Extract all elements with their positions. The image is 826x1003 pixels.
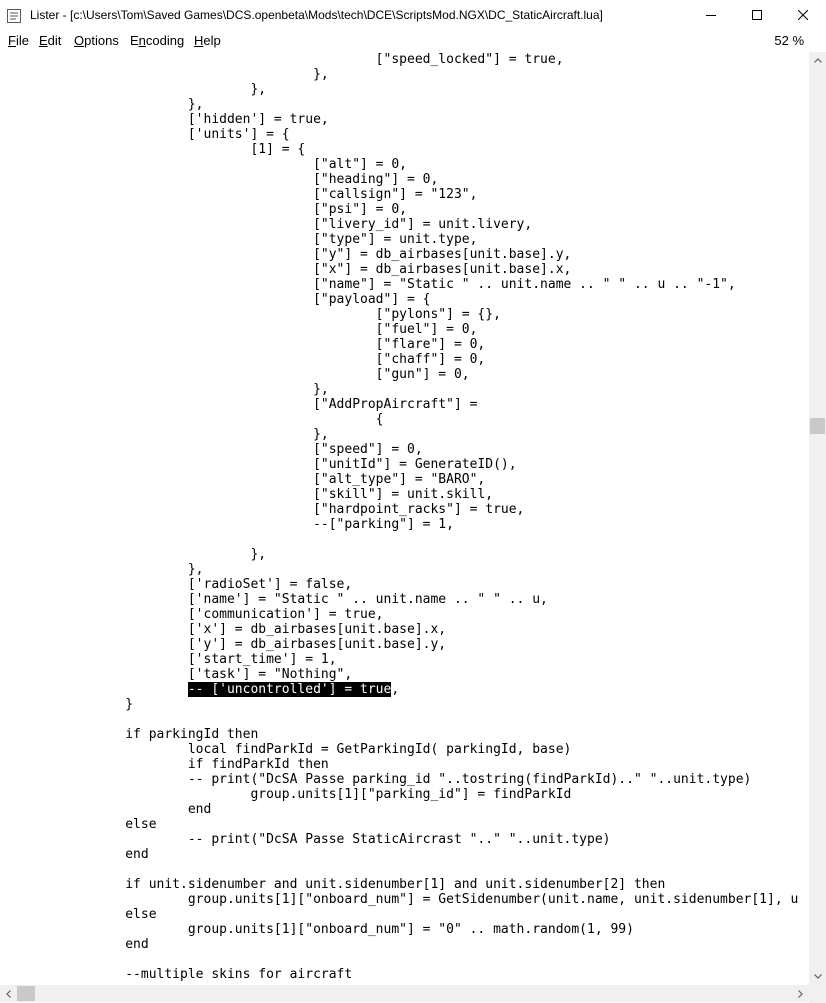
minimize-button[interactable] [688, 0, 734, 30]
code-viewer[interactable] [0, 52, 809, 985]
code-line: ["type"] = unit.type, [0, 232, 478, 247]
text-selection[interactable]: -- ['uncontrolled'] = true [187, 682, 392, 697]
code-line: ["name"] = "Static " .. unit.name .. " " .. u .. "-1", [0, 277, 736, 292]
code-line: ["speed"] = 0, [0, 442, 423, 457]
code-line: ["chaff"] = 0, [0, 352, 486, 367]
code-line: ['units'] = { [0, 127, 290, 142]
menu-encoding-prefix: E [130, 33, 139, 48]
code-line: else [0, 817, 157, 832]
code-line: ["unitId"] = GenerateID(), [0, 457, 517, 472]
scrollbar-corner [809, 985, 826, 1003]
code-line: } [0, 697, 134, 712]
lister-app-icon[interactable] [6, 8, 22, 24]
menu-help[interactable] [194, 33, 221, 48]
code-line: group.units[1]["parking_id"] = findParkId [0, 787, 572, 802]
code-line: group.units[1]["onboard_num"] = "0" .. math.random(1, 99) [0, 922, 634, 937]
code-line: ["alt"] = 0, [0, 157, 407, 172]
code-line: }, [0, 562, 204, 577]
scroll-right-button[interactable] [792, 985, 809, 1002]
close-button[interactable] [780, 0, 826, 30]
code-line: if findParkId then [0, 757, 329, 772]
close-icon [798, 10, 808, 20]
code-line: ["callsign"] = "123", [0, 187, 478, 202]
code-line: --["parking"] = 1, [0, 517, 454, 532]
code-line: ["pylons"] = {}, [0, 307, 501, 322]
menu-edit-label: dit [47, 33, 62, 48]
code-line: ["flare"] = 0, [0, 337, 486, 352]
menu-file[interactable] [8, 33, 29, 48]
chevron-up-icon [814, 58, 822, 63]
code-line: ['start_time'] = 1, [0, 652, 337, 667]
horizontal-scrollbar[interactable] [0, 985, 809, 1002]
menu-options[interactable] [74, 33, 119, 48]
chevron-right-icon [798, 990, 803, 998]
code-line: ['hidden'] = true, [0, 112, 329, 127]
code-line: else [0, 907, 157, 922]
scroll-down-button[interactable] [809, 968, 826, 985]
code-line: --multiple skins for aircraft [0, 967, 353, 982]
code-line: ["alt_type"] = "BARO", [0, 472, 486, 487]
chevron-down-icon [814, 974, 822, 979]
menu-file-mnemonic: F [8, 33, 16, 48]
code-line: local findParkId = GetParkingId( parkingId, base) [0, 742, 572, 757]
menu-encoding[interactable] [130, 33, 184, 48]
code-line: }, [0, 427, 329, 442]
code-line: ["livery_id"] = unit.livery, [0, 217, 533, 232]
scroll-up-button[interactable] [809, 52, 826, 69]
code-line: { [0, 412, 384, 427]
code-line: }, [0, 97, 204, 112]
menu-help-mnemonic: H [194, 33, 204, 48]
code-line: group.units[1]["onboard_num"] = GetSidenumber(unit.name, unit.sidenumber[1], u [0, 892, 799, 907]
code-line: }, [0, 547, 267, 562]
code-line: ['task'] = "Nothing", [0, 667, 353, 682]
code-line: end [0, 802, 212, 817]
vertical-scroll-thumb[interactable] [810, 418, 825, 434]
code-line: end [0, 937, 149, 952]
code-indent [0, 682, 188, 697]
code-line: ["hardpoint_racks"] = true, [0, 502, 525, 517]
menu-options-label: ptions [84, 33, 119, 48]
code-line: ["psi"] = 0, [0, 202, 407, 217]
code-trailing-comma: , [391, 682, 400, 697]
code-line: ['name'] = "Static " .. unit.name .. " " .. u, [0, 592, 548, 607]
title-bar[interactable] [0, 0, 826, 30]
chevron-left-icon [6, 990, 11, 998]
menu-file-label: ile [15, 33, 29, 48]
code-line-selected [0, 682, 399, 697]
menu-options-mnemonic: O [74, 33, 85, 48]
code-line: ["speed_locked"] = true, [0, 52, 564, 67]
code-line: }, [0, 82, 267, 97]
code-line: ['radioSet'] = false, [0, 577, 353, 592]
menu-bar [0, 30, 826, 52]
menu-encoding-mnemonic: n [138, 33, 146, 48]
code-line: [1] = { [0, 142, 306, 157]
menu-encoding-label: coding [145, 33, 185, 48]
code-line: ['communication'] = true, [0, 607, 384, 622]
maximize-icon [752, 10, 762, 20]
zoom-level[interactable] [774, 33, 804, 48]
menu-edit-mnemonic: E [39, 33, 48, 48]
code-line: ['x'] = db_airbases[unit.base].x, [0, 622, 447, 637]
menu-edit[interactable] [39, 33, 61, 48]
code-line: ["gun"] = 0, [0, 367, 470, 382]
vertical-scrollbar[interactable] [809, 52, 826, 985]
minimize-icon [706, 10, 716, 20]
code-line: }, [0, 382, 329, 397]
code-line: }, [0, 67, 329, 82]
window-title: Lister - [c:\Users\Tom\Saved Games\DCS.openbeta\Mods\tech\DCE\ScriptsMod.NGX\DC_StaticAircraft.lua] [30, 8, 603, 22]
code-line: ["fuel"] = 0, [0, 322, 478, 337]
code-line: end [0, 847, 149, 862]
code-line: ["payload"] = { [0, 292, 431, 307]
code-line: ["y"] = db_airbases[unit.base].y, [0, 247, 572, 262]
code-line: ["AddPropAircraft"] = [0, 397, 478, 412]
menu-help-label: elp [203, 33, 221, 48]
zoom-value: 52 [774, 33, 793, 48]
code-line: -- print("DcSA Passe parking_id "..tostring(findParkId).." "..unit.type) [0, 772, 752, 787]
code-line: ['y'] = db_airbases[unit.base].y, [0, 637, 447, 652]
code-line: if unit.sidenumber and unit.sidenumber[1] and unit.sidenumber[2] then [0, 877, 666, 892]
maximize-button[interactable] [734, 0, 780, 30]
horizontal-scroll-thumb[interactable] [17, 986, 35, 1001]
code-line: ["heading"] = 0, [0, 172, 439, 187]
zoom-percent-mnemonic: % [792, 33, 804, 48]
scroll-left-button[interactable] [0, 985, 17, 1002]
code-line: ["skill"] = unit.skill, [0, 487, 494, 502]
code-line: -- print("DcSA Passe StaticAircrast ".." "..unit.type) [0, 832, 611, 847]
code-line: if parkingId then [0, 727, 259, 742]
code-line: ["x"] = db_airbases[unit.base].x, [0, 262, 572, 277]
